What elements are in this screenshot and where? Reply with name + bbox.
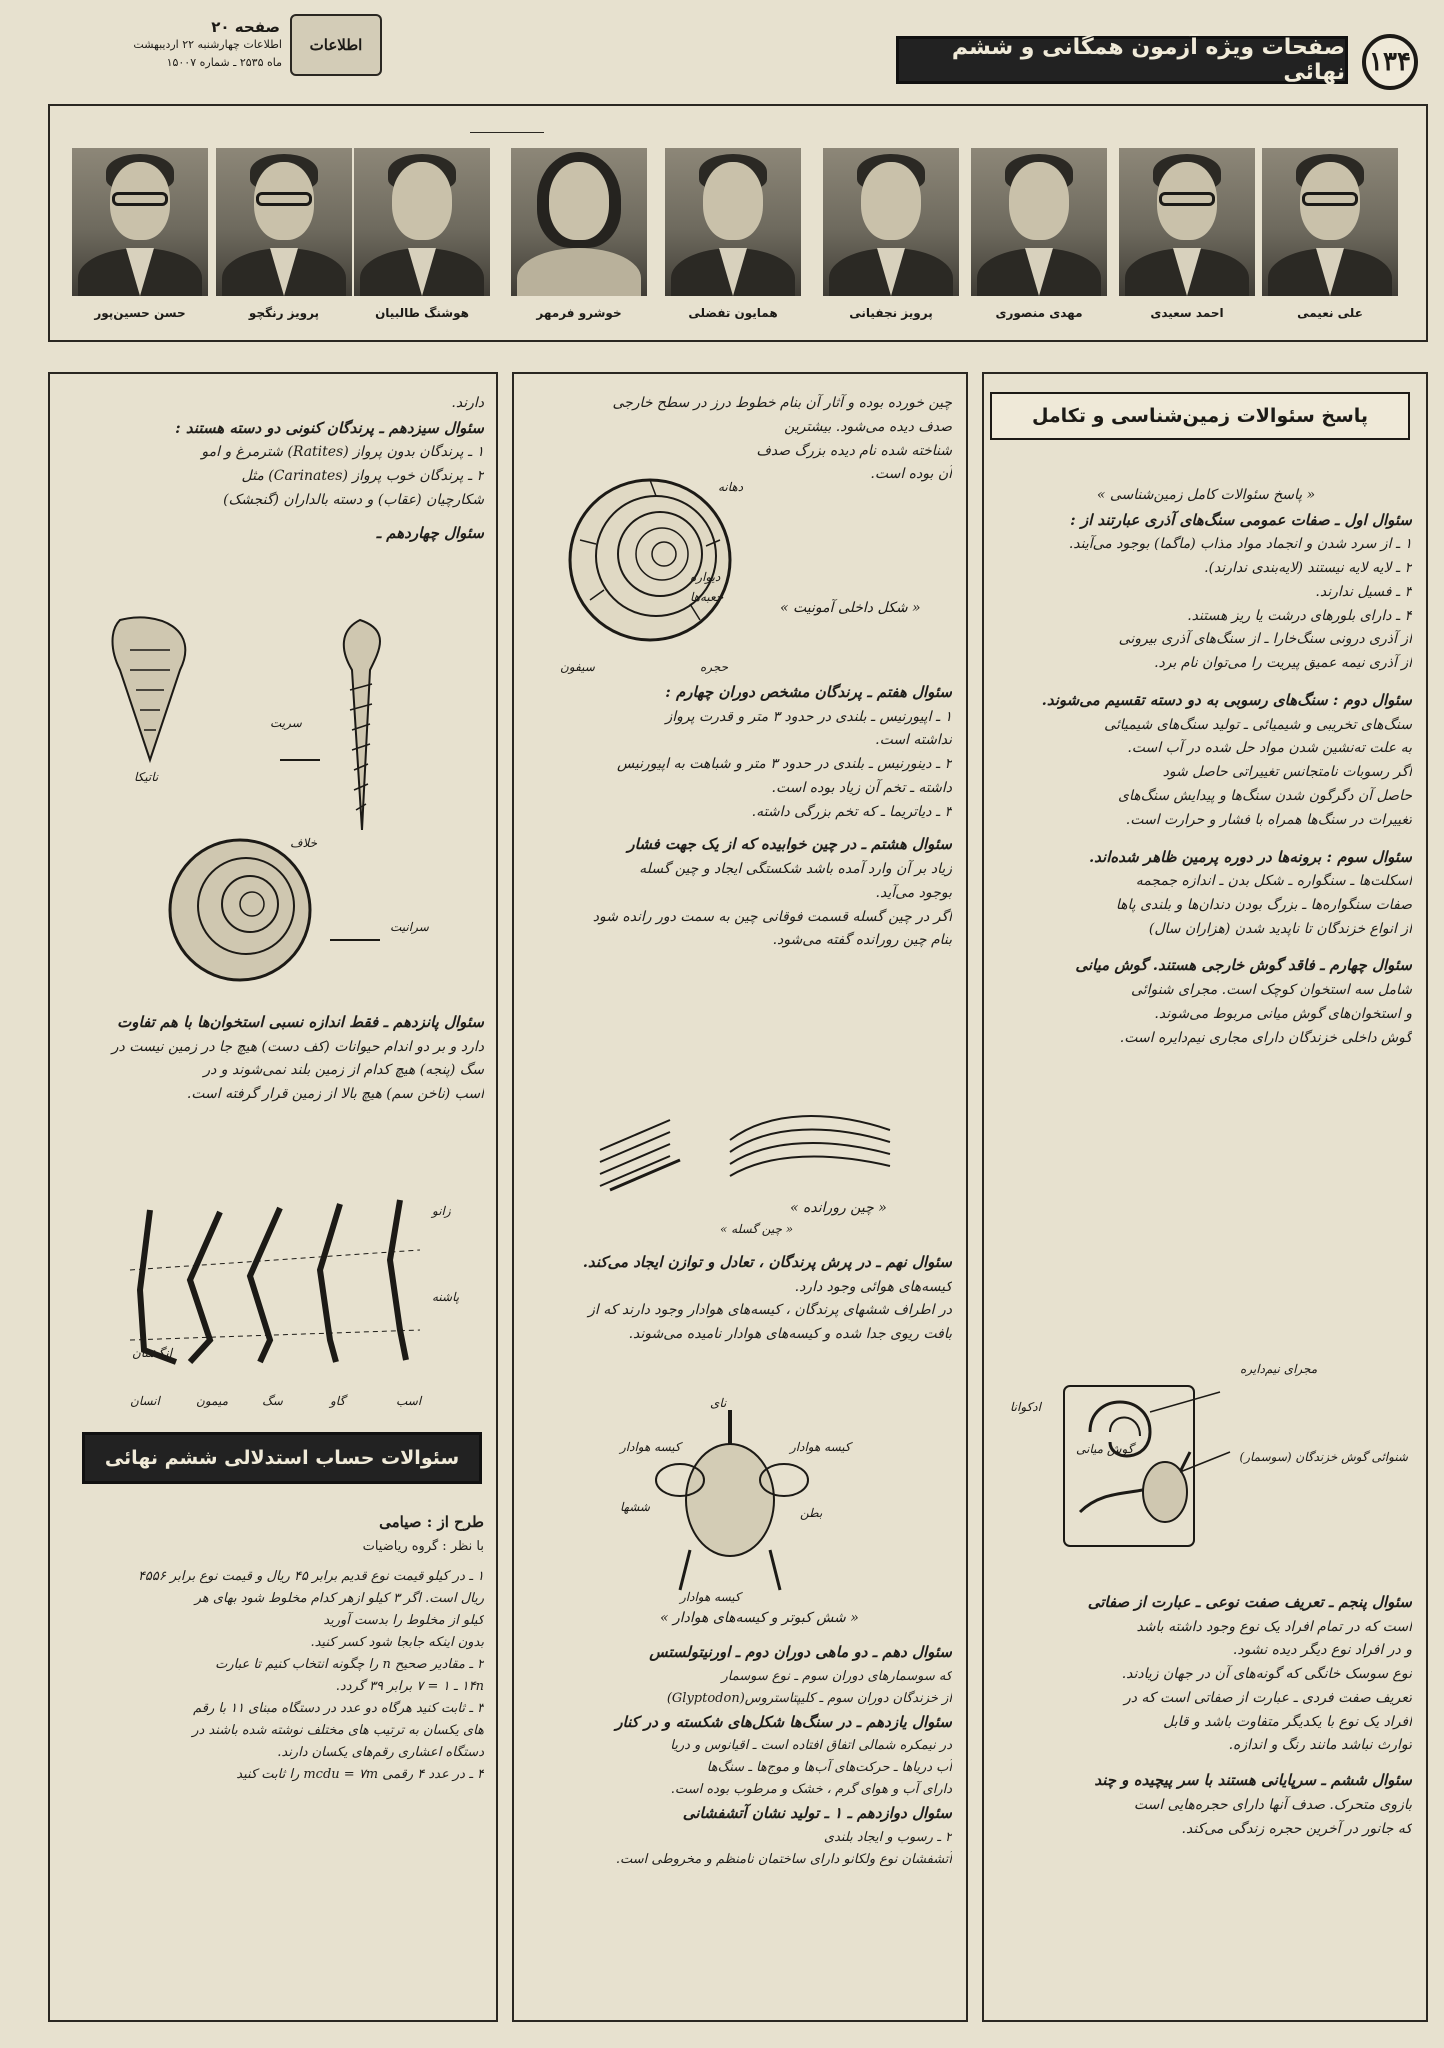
middle-text-top: چین خورده بوده و آثار آن بنام خطوط درز در سطح خارجی صدف دیده می‌شود. بیشترین شناخته شده نام دیده بزرگ صدف آن بوده است.	[612, 395, 952, 483]
section-banner: صفحات ویژه آزمون همگانی و ششم نهائی	[896, 36, 1348, 84]
portrait-photo	[72, 148, 208, 296]
portrait-caption: مهدی منصوری	[995, 306, 1083, 320]
page-label: صفحه ۲۰	[211, 18, 280, 36]
ear-label-top: مجرای نیم‌دایره	[1240, 1362, 1318, 1376]
lung-label-sac-1: کیسه هوادار	[620, 1440, 681, 1454]
shell-label-arrow-1: سریت	[270, 716, 302, 730]
ammonite-label-mouth: دهانه	[718, 480, 744, 494]
fold-diagrams-figure	[590, 1110, 920, 1210]
middle-text-bottom: سئوال دهم ـ دو ماهی دوران دوم ـ اورنیتولستس که سوسمارهای دوران سوم ـ نوع سوسمار از خزندگان دوران سوم ـ کلیپتاستروس(Glyptodon) سئوال یازدهم ـ در سنگ‌ها شکل‌های شکسته و در کنار در نیمکره شمالی اتفاق افتاده است ـ اقیانوس و دریا آب دریاها ـ حرکت‌های آب‌ها و موج‌ها ـ سنگ‌ها دارای آب و هوای گرم ، خشک و مرطوب بوده است. سئوال دوازدهم ـ ۱ ـ تولید نشان آتشفشانی ۲ ـ رسوب و ایجاد بلندی آتشفشان نوع ولکانو دارای ساختمان نامنظم و مخروطی است.	[615, 1643, 952, 1868]
ear-label-right: شنوائی گوش خزندگان (سوسمار)	[1239, 1450, 1408, 1464]
portrait-caption: علی نعیمی	[1297, 306, 1363, 320]
portrait-photo	[216, 148, 352, 296]
shell-label-arrow-2: سرانیت	[390, 920, 429, 934]
limb-label-dog: سگ	[262, 1394, 283, 1408]
portrait-photo	[1262, 148, 1398, 296]
ammonite-caption: « شکل داخلی آمونیت »	[780, 600, 921, 616]
limb-label-heel: پاشنه	[432, 1290, 460, 1304]
left-text-mid: سئوال پانزدهم ـ فقط اندازه نسبی استخوان‌ها با هم تفاوت دارد و بر دو اندام حیوانات (کف دست) هیچ جا در زمین نیست در سگ (پنجه) هیچ کدام از زمین بلند نمی‌شوند و در اسب (ناخن سم) هیچ بالا از زمین قرار گرفته است.	[111, 1013, 484, 1103]
portrait-caption: خوشرو فرمهر	[536, 306, 622, 320]
portrait-photo	[971, 148, 1107, 296]
left-text-bottom: طرح از : صیامی با نظر : گروه ریاضیات ۱ ـ در کیلو قیمت نوع قدیم برابر ۴۵ ریال و قیمت نوع برابر ۴۵۵۶ ریال است. اگر ۳ کیلو ازهر کدام مخلوط شود بهای هر کیلو از مخلوط را بدست آورید بدون اینکه جابجا شود کسر کنید. ۲ ـ مقادیر صحیح n را چگونه انتخاب کنیم تا عبارت ۱۴n ـ ۱ = ۷ برابر ۳۹ گردد. ۳ ـ ثابت کنید هرگاه دو عدد در دستگاه مبنای ۱۱ با رقم های یکسان به ترتیب های مختلف نوشته شده باشند در دستگاه اعشاری رقم‌های یکسان دارند. ۴ ـ در عدد ۴ رقمی mcdu = ۷m را ثابت کنید	[137, 1513, 484, 1783]
geology-answers-text-2: سئوال پنجم ـ تعریف صفت نوعی ـ عبارت از صفاتی است که در تمام افراد یک نوع وجود داشته باشد و در افراد نوع دیگر دیده نشود. نوع سوسک خانگی که گونه‌های آن در جهان زیادند. تعریف صفت فردی ـ عبارت از صفاتی است که در افراد یک نوع با یکدیگر متفاوت باشد و قابل توارث نباشد مانند رنگ و اندازه. سئوال ششم ـ سرپایانی هستند با سر پیچیده و چند بازوی متحرک. صدف آنها دارای حجره‌هایی است که جانور در آخرین حجره زندگی می‌کند.	[1087, 1593, 1412, 1837]
fold-label: « چین گسله »	[720, 1222, 794, 1236]
limb-label-monkey: میمون	[196, 1394, 228, 1408]
limb-label-knee: زانو	[432, 1204, 451, 1218]
portrait-caption: هوشنگ طالبیان	[375, 306, 469, 320]
left-text-top: دارند. سئوال سیزدهم ـ پرندگان کنونی دو دسته هستند : ۱ ـ پرندگان بدون پرواز (Ratites) شترمرغ و امو ۲ ـ پرندگان خوب پرواز (Carinates) مثل شکارچیان (عقاب) و دسته بالداران (گنجشک) سئوال چهاردهم ـ	[175, 395, 484, 542]
geology-answers-title: پاسخ سئوالات زمین‌شناسی و تکامل	[990, 392, 1410, 440]
edition-date: اطلاعات چهارشنبه ۲۲ اردیبهشت	[133, 38, 282, 51]
portrait-photo	[1119, 148, 1255, 296]
fossil-shells-figure	[100, 610, 440, 990]
limb-label-horse: اسب	[396, 1394, 422, 1408]
fold-caption: « چین رورانده »	[790, 1200, 887, 1216]
newspaper-logo: اطلاعات	[290, 14, 382, 76]
edition-issue: ماه ۲۵۳۵ ـ شماره ۱۵۰۰۷	[166, 56, 282, 69]
portrait-caption: همایون تفضلی	[688, 306, 778, 320]
ammonite-label-septum: دیواره	[690, 570, 721, 584]
lung-caption: « شش کبوتر و کیسه‌های هوادار »	[660, 1610, 859, 1626]
portrait-caption: پرویز نجفیانی	[849, 306, 933, 320]
rule-line	[470, 132, 544, 133]
limb-label-human: انسان	[130, 1394, 160, 1408]
ear-label-center: گوش میانی	[1076, 1442, 1134, 1456]
ammonite-label-siphon: سیفون	[560, 660, 595, 674]
portrait-caption: احمد سعیدی	[1150, 306, 1224, 320]
middle-text-lower: سئوال نهم ـ در پرش پرندگان ، تعادل و توازن ایجاد می‌کند. کیسه‌های هوائی وجود دارد. در اطراف ششهای پرندگان ، کیسه‌های هوادار وجود دارند که از بافت ریوی جدا شده و کیسه‌های هوادار نامیده می‌شوند.	[582, 1253, 952, 1343]
geology-answers-text: « پاسخ سئوالات کامل زمین‌شناسی » سئوال اول ـ صفات عمومی سنگ‌های آذری عبارتند از : ۱ ـ از سرد شدن و انجماد مواد مذاب (ماگما) بوجود می‌آیند. ۲ ـ لایه لایه نیستند (لایه‌بندی ندارند). ۳ ـ فسیل ندارند. ۴ ـ دارای بلورهای درشت یا ریز هستند. از آذری درونی سنگ‌خارا ـ از سنگ‌های آذری بیرونی از آذری نیمه عمیق پیریت را می‌توان نام برد. سئوال دوم : سنگ‌های رسوبی به دو دسته تقسیم می‌شوند. سنگ‌های تخریبی و شیمیائی ـ تولید سنگ‌های شیمیائی به علت ته‌نشین شدن مواد حل شده در آب است. اگر رسوبات نامتجانس تغییراتی حاصل شود حاصل آن دگرگون شدن سنگ‌ها و پیدایش سنگ‌های تغییرات در سنگ‌ها همراه با فشار و حرارت است. سئوال سوم : برونه‌ها در دوره پرمین ظاهر شده‌اند. اسکلت‌ها ـ سنگواره ـ شکل بدن ـ اندازه جمجمه صفات سنگواره‌ها ـ بزرگ بودن دندان‌ها و بلندی پاها از انواع خزندگان تا ناپدید شدن (هزاران سال) سئوال چهارم ـ فاقد گوش خارجی هستند. گوش میانی شامل سه استخوان کوچک است. مجرای شنوائی و استخوان‌های گوش میانی مربوط می‌شوند. گوش داخلی خزندگان دارای مجاری نیم‌دایره است.	[1041, 487, 1412, 1046]
portrait-photo	[511, 148, 647, 296]
lung-label-ventricle: بطن	[800, 1506, 823, 1520]
shell-label-top: خلاف	[290, 836, 318, 850]
portrait-photo	[354, 148, 490, 296]
ammonite-section-figure	[560, 470, 740, 660]
portrait-photo	[823, 148, 959, 296]
ammonite-label-chamber: حجره	[700, 660, 729, 674]
math-section-title: سئوالات حساب استدلالی ششم نهائی	[82, 1432, 482, 1484]
reptile-ear-figure	[1050, 1372, 1310, 1562]
ammonite-label-whorl: جعبه‌ها	[690, 590, 724, 604]
limb-label-cow: گاو	[330, 1394, 346, 1408]
lung-label-trachea: نای	[710, 1396, 727, 1410]
middle-text-mid: سئوال هفتم ـ پرندگان مشخص دوران چهارم : ۱ ـ اپیورنیس ـ بلندی در حدود ۳ متر و قدرت پرواز نداشته است. ۲ ـ دینورنیس ـ بلندی در حدود ۳ متر و شباهت به اپیورنیس داشته ـ تخم آن زیاد بوده است. ۳ ـ دیاتریما ـ که تخم بزرگی داشته. سئوال هشتم ـ در چین خوابیده که از یک جهت فشار زیاد بر آن وارد آمده باشد شکستگی ایجاد و چین گسله بوجود می‌آید. اگر در چین گسله قسمت فوقانی چین به سمت دور رانده شود بنام چین رورانده گفته می‌شود.	[592, 683, 952, 949]
portrait-photo	[665, 148, 801, 296]
ear-label-left: ادکوانا	[1010, 1400, 1041, 1414]
page-number-badge: ۱۳۴	[1362, 34, 1418, 90]
lung-label-sac-2: کیسه هوادار	[790, 1440, 851, 1454]
lung-label-lungs: ششها	[620, 1500, 650, 1514]
lung-label-sac-3: کیسه هوادار	[680, 1590, 741, 1604]
portrait-caption: حسن حسین‌پور	[94, 306, 186, 320]
limb-label-toes: انگشتان	[132, 1346, 173, 1360]
shell-label-natica: ناتیکا	[134, 770, 159, 784]
bird-lungs-figure	[620, 1400, 840, 1600]
portrait-caption: پرویز رنگچو	[248, 306, 320, 320]
